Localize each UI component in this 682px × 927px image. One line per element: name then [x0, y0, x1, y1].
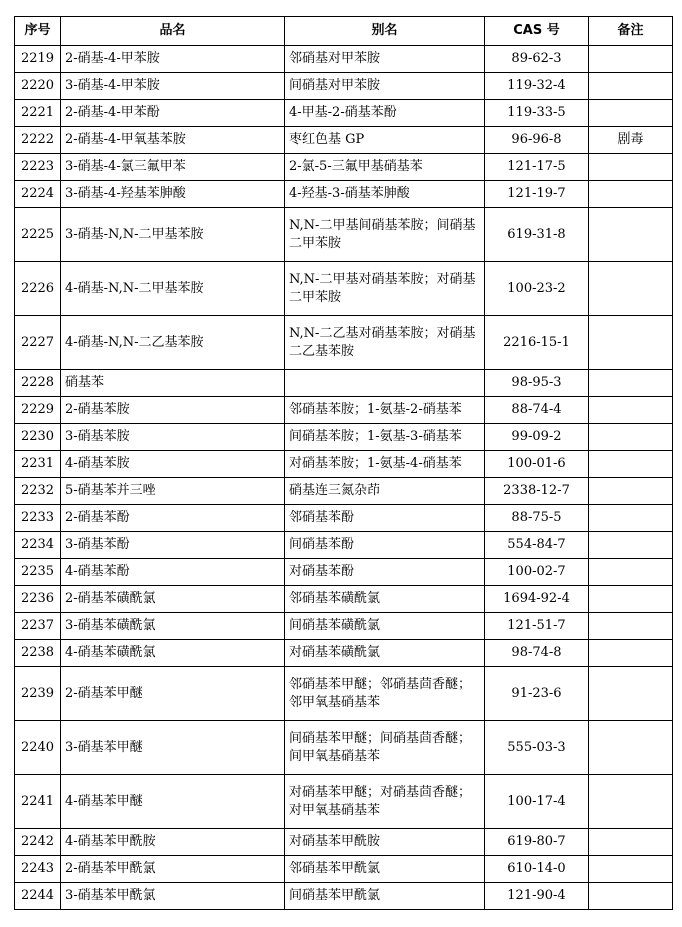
cell-serial: 2235 [15, 559, 61, 586]
table-row [15, 208, 673, 262]
cell-cas: 100-17-4 [485, 775, 589, 829]
cell-name: 2-硝基苯磺酰氯 [61, 586, 285, 613]
cell-note [589, 775, 673, 829]
cell-name: 2-硝基苯胺 [61, 397, 285, 424]
chemical-table [14, 16, 673, 910]
cell-alias: 硝基连三氮杂茚 [285, 478, 485, 505]
cell-cas: 119-33-5 [485, 100, 589, 127]
cell-alias: N,N-二甲基对硝基苯胺；对硝基二甲苯胺 [285, 262, 485, 316]
cell-note [589, 532, 673, 559]
cell-note [589, 208, 673, 262]
cell-name: 4-硝基苯磺酰氯 [61, 640, 285, 667]
cell-note [589, 559, 673, 586]
cell-note [589, 397, 673, 424]
cell-serial: 2227 [15, 316, 61, 370]
table-row [15, 154, 673, 181]
cell-serial: 2241 [15, 775, 61, 829]
table-row [15, 532, 673, 559]
cell-serial: 2230 [15, 424, 61, 451]
cell-alias [285, 370, 485, 397]
cell-note [589, 451, 673, 478]
cell-serial: 2220 [15, 73, 61, 100]
cell-serial: 2244 [15, 883, 61, 910]
cell-name: 3-硝基苯磺酰氯 [61, 613, 285, 640]
cell-alias: 对硝基苯甲醚；对硝基茴香醚；对甲氧基硝基苯 [285, 775, 485, 829]
cell-note [589, 505, 673, 532]
table-row [15, 478, 673, 505]
cell-serial: 2223 [15, 154, 61, 181]
table-row [15, 505, 673, 532]
table-row [15, 883, 673, 910]
cell-serial: 2236 [15, 586, 61, 613]
cell-name: 4-硝基苯甲醚 [61, 775, 285, 829]
cell-cas: 98-95-3 [485, 370, 589, 397]
cell-note [589, 73, 673, 100]
cell-serial: 2231 [15, 451, 61, 478]
cell-serial: 2224 [15, 181, 61, 208]
cell-cas: 555-03-3 [485, 721, 589, 775]
table-row [15, 667, 673, 721]
cell-name: 4-硝基苯胺 [61, 451, 285, 478]
cell-note [589, 424, 673, 451]
cell-note [589, 856, 673, 883]
cell-alias: 邻硝基苯甲醚；邻硝基茴香醚；邻甲氧基硝基苯 [285, 667, 485, 721]
cell-alias: 间硝基苯甲酰氯 [285, 883, 485, 910]
cell-name: 2-硝基-4-甲氧基苯胺 [61, 127, 285, 154]
table-body [15, 46, 673, 910]
cell-note [589, 640, 673, 667]
cell-cas: 96-96-8 [485, 127, 589, 154]
cell-cas: 554-84-7 [485, 532, 589, 559]
table-row [15, 721, 673, 775]
cell-serial: 2222 [15, 127, 61, 154]
cell-cas: 121-90-4 [485, 883, 589, 910]
cell-serial: 2243 [15, 856, 61, 883]
cell-serial: 2237 [15, 613, 61, 640]
cell-serial: 2239 [15, 667, 61, 721]
cell-cas: 121-51-7 [485, 613, 589, 640]
cell-alias: N,N-二乙基对硝基苯胺；对硝基二乙基苯胺 [285, 316, 485, 370]
cell-cas: 88-74-4 [485, 397, 589, 424]
cell-note [589, 154, 673, 181]
cell-name: 3-硝基苯胺 [61, 424, 285, 451]
cell-serial: 2233 [15, 505, 61, 532]
table-row [15, 316, 673, 370]
cell-note [589, 586, 673, 613]
cell-alias: 间硝基苯磺酰氯 [285, 613, 485, 640]
cell-serial: 2226 [15, 262, 61, 316]
cell-alias: 2-氯-5-三氟甲基硝基苯 [285, 154, 485, 181]
cell-note: 剧毒 [589, 127, 673, 154]
cell-cas: 619-80-7 [485, 829, 589, 856]
cell-serial: 2221 [15, 100, 61, 127]
cell-cas: 89-62-3 [485, 46, 589, 73]
table-row [15, 127, 673, 154]
cell-name: 2-硝基-4-甲苯酚 [61, 100, 285, 127]
cell-alias: 枣红色基 GP [285, 127, 485, 154]
cell-alias: 邻硝基苯磺酰氯 [285, 586, 485, 613]
cell-serial: 2225 [15, 208, 61, 262]
cell-note [589, 316, 673, 370]
cell-alias: 邻硝基苯甲酰氯 [285, 856, 485, 883]
cell-note [589, 181, 673, 208]
cell-name: 2-硝基苯甲酰氯 [61, 856, 285, 883]
table-row [15, 775, 673, 829]
cell-cas: 610-14-0 [485, 856, 589, 883]
table-row [15, 856, 673, 883]
cell-name: 硝基苯 [61, 370, 285, 397]
cell-name: 4-硝基苯酚 [61, 559, 285, 586]
cell-name: 2-硝基苯甲醚 [61, 667, 285, 721]
table-row [15, 451, 673, 478]
cell-alias: 4-羟基-3-硝基苯胂酸 [285, 181, 485, 208]
cell-cas: 1694-92-4 [485, 586, 589, 613]
cell-cas: 88-75-5 [485, 505, 589, 532]
cell-name: 3-硝基苯酚 [61, 532, 285, 559]
cell-alias: 间硝基苯甲醚；间硝基茴香醚；间甲氧基硝基苯 [285, 721, 485, 775]
cell-serial: 2234 [15, 532, 61, 559]
cell-cas: 100-23-2 [485, 262, 589, 316]
cell-note [589, 613, 673, 640]
cell-name: 3-硝基-4-甲苯胺 [61, 73, 285, 100]
cell-cas: 619-31-8 [485, 208, 589, 262]
cell-note [589, 262, 673, 316]
cell-cas: 91-23-6 [485, 667, 589, 721]
cell-alias: 对硝基苯甲酰胺 [285, 829, 485, 856]
cell-cas: 121-19-7 [485, 181, 589, 208]
cell-alias: 对硝基苯磺酰氯 [285, 640, 485, 667]
cell-alias: 4-甲基-2-硝基苯酚 [285, 100, 485, 127]
header-note: 备注 [589, 17, 673, 46]
table-row [15, 181, 673, 208]
cell-name: 5-硝基苯并三唑 [61, 478, 285, 505]
header-name: 品名 [61, 17, 285, 46]
table-row [15, 586, 673, 613]
table-row [15, 613, 673, 640]
cell-serial: 2228 [15, 370, 61, 397]
header-serial: 序号 [15, 17, 61, 46]
cell-name: 4-硝基-N,N-二甲基苯胺 [61, 262, 285, 316]
table-row [15, 262, 673, 316]
cell-alias: 对硝基苯胺；1-氨基-4-硝基苯 [285, 451, 485, 478]
table-row [15, 559, 673, 586]
cell-alias: N,N-二甲基间硝基苯胺；间硝基二甲苯胺 [285, 208, 485, 262]
cell-alias: 间硝基苯酚 [285, 532, 485, 559]
table-row [15, 424, 673, 451]
cell-cas: 99-09-2 [485, 424, 589, 451]
cell-name: 4-硝基-N,N-二乙基苯胺 [61, 316, 285, 370]
table-header-row [15, 17, 673, 46]
cell-serial: 2229 [15, 397, 61, 424]
cell-serial: 2240 [15, 721, 61, 775]
cell-note [589, 883, 673, 910]
table-row [15, 640, 673, 667]
cell-alias: 对硝基苯酚 [285, 559, 485, 586]
cell-note [589, 478, 673, 505]
cell-alias: 邻硝基对甲苯胺 [285, 46, 485, 73]
cell-name: 3-硝基苯甲醚 [61, 721, 285, 775]
cell-cas: 119-32-4 [485, 73, 589, 100]
cell-alias: 间硝基苯胺；1-氨基-3-硝基苯 [285, 424, 485, 451]
cell-name: 3-硝基-4-氯三氟甲苯 [61, 154, 285, 181]
cell-cas: 121-17-5 [485, 154, 589, 181]
header-cas: CAS 号 [485, 17, 589, 46]
header-alias: 别名 [285, 17, 485, 46]
cell-name: 4-硝基苯甲酰胺 [61, 829, 285, 856]
cell-note [589, 667, 673, 721]
cell-name: 2-硝基苯酚 [61, 505, 285, 532]
table-row [15, 73, 673, 100]
cell-cas: 2216-15-1 [485, 316, 589, 370]
cell-cas: 100-01-6 [485, 451, 589, 478]
cell-serial: 2238 [15, 640, 61, 667]
cell-name: 2-硝基-4-甲苯胺 [61, 46, 285, 73]
cell-note [589, 370, 673, 397]
table-row [15, 370, 673, 397]
cell-alias: 邻硝基苯胺；1-氨基-2-硝基苯 [285, 397, 485, 424]
cell-name: 3-硝基-4-羟基苯胂酸 [61, 181, 285, 208]
cell-cas: 100-02-7 [485, 559, 589, 586]
table-row [15, 397, 673, 424]
cell-alias: 邻硝基苯酚 [285, 505, 485, 532]
cell-name: 3-硝基-N,N-二甲基苯胺 [61, 208, 285, 262]
table-row [15, 46, 673, 73]
cell-serial: 2242 [15, 829, 61, 856]
cell-cas: 98-74-8 [485, 640, 589, 667]
table-row [15, 100, 673, 127]
cell-note [589, 46, 673, 73]
cell-note [589, 721, 673, 775]
cell-note [589, 100, 673, 127]
cell-serial: 2232 [15, 478, 61, 505]
cell-note [589, 829, 673, 856]
cell-cas: 2338-12-7 [485, 478, 589, 505]
cell-alias: 间硝基对甲苯胺 [285, 73, 485, 100]
cell-name: 3-硝基苯甲酰氯 [61, 883, 285, 910]
cell-serial: 2219 [15, 46, 61, 73]
table-row [15, 829, 673, 856]
